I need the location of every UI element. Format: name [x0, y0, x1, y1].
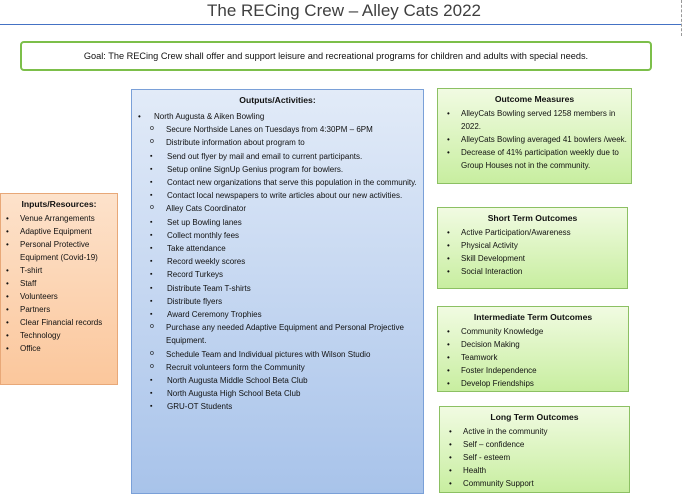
list-item: ▪ Record Turkeys: [132, 268, 423, 281]
list-item: • Partners: [1, 303, 117, 316]
coordinator-item: Alley Cats Coordinator: [166, 204, 247, 214]
list-item: • Self - esteem: [440, 451, 629, 464]
list-item: • Adaptive Equipment: [1, 225, 117, 238]
intermediate-term-heading: Intermediate Term Outcomes: [473, 312, 593, 322]
list-item: ▪ Send out flyer by mail and email to current participants.: [132, 150, 423, 163]
distribute-list: [166, 150, 423, 203]
list-item: • Social Interaction: [438, 265, 627, 278]
list-item: ▪ Contact new organizations that serve this population in the community.: [132, 176, 423, 189]
list-item: • Decision Making: [438, 338, 628, 351]
list-item: o Schedule Team and Individual pictures with Wilson Studio: [132, 348, 423, 361]
list-item: [132, 361, 423, 414]
short-term-list: [438, 226, 627, 278]
list-item: • Self – confidence: [440, 438, 629, 451]
short-term-heading: Short Term Outcomes: [487, 213, 578, 223]
list-item: • AlleyCats Bowling averaged 41 bowlers /week.: [438, 133, 631, 146]
goal-box: [20, 41, 652, 71]
list-item: • Office: [1, 342, 117, 355]
list-item: ▪ GRU-OT Students: [132, 400, 423, 413]
list-item: • Skill Development: [438, 252, 627, 265]
long-term-outcomes-box: [439, 406, 630, 493]
goal-text: Goal: The RECing Crew shall offer and support leisure and recreational programs for children and adults with special needs.: [83, 51, 589, 61]
list-item: • Physical Activity: [438, 239, 627, 252]
list-item: ▪ Take attendance: [132, 242, 423, 255]
list-item: • Teamwork: [438, 351, 628, 364]
outcome-measures-heading: Outcome Measures: [494, 94, 575, 104]
title-underline: [0, 24, 681, 25]
list-item: ▪ North Augusta High School Beta Club: [132, 387, 423, 400]
long-term-list: [440, 425, 629, 490]
list-item: [132, 136, 423, 202]
list-item: • Community Support: [440, 477, 629, 490]
recruit-item: Recruit volunteers form the Community: [166, 362, 305, 372]
list-item: ▪ Record weekly scores: [132, 255, 423, 268]
list-item: • Health: [440, 464, 629, 477]
list-item: • Venue Arrangements: [1, 212, 117, 225]
outputs-sublist: [154, 123, 423, 413]
list-item: • Foster Independence: [438, 364, 628, 377]
list-item: • Active in the community: [440, 425, 629, 438]
outcome-measures-box: [437, 88, 632, 184]
inputs-list: [1, 212, 117, 355]
list-item: ▪ Setup online SignUp Genius program for bowlers.: [132, 163, 423, 176]
list-item: • Community Knowledge: [438, 325, 628, 338]
recruit-list: [166, 374, 423, 414]
inputs-box: [0, 193, 118, 385]
list-item: • Volunteers: [1, 290, 117, 303]
list-item: • T-shirt: [1, 264, 117, 277]
list-item: • Technology: [1, 329, 117, 342]
list-item: • Clear Financial records: [1, 316, 117, 329]
long-term-heading: Long Term Outcomes: [490, 412, 579, 422]
list-item: [132, 202, 423, 321]
list-item: ▪ Award Ceremony Trophies: [132, 308, 423, 321]
list-item: ▪ Set up Bowling lanes: [132, 216, 423, 229]
outcome-measures-list: [438, 107, 631, 172]
list-item: ▪ Contact local newspapers to write articles about our new activities.: [132, 189, 423, 202]
distribute-item: Distribute information about program to: [166, 138, 305, 148]
list-item: • Active Participation/Awareness: [438, 226, 627, 239]
outputs-list: [132, 110, 423, 414]
list-item: • Develop Friendships: [438, 377, 628, 390]
list-item: ▪ Distribute flyers: [132, 295, 423, 308]
list-item: ▪ North Augusta Middle School Beta Club: [132, 374, 423, 387]
list-item: ▪ Distribute Team T-shirts: [132, 282, 423, 295]
list-item: [132, 110, 423, 414]
list-item: • Decrease of 41% participation weekly due to Group Houses not in the community.: [438, 146, 631, 172]
outputs-main-item: North Augusta & Aiken Bowling: [154, 112, 265, 121]
list-item: o Secure Northside Lanes on Tuesdays from 4:30PM – 6PM: [132, 123, 423, 136]
outputs-box: [131, 89, 424, 494]
page-title: The RECing Crew – Alley Cats 2022: [206, 1, 482, 20]
short-term-outcomes-box: [437, 207, 628, 289]
list-item: • AlleyCats Bowling served 1258 members in 2022.: [438, 107, 631, 133]
list-item: ▪ Collect monthly fees: [132, 229, 423, 242]
list-item: • Personal Protective Equipment (Covid-19): [1, 238, 117, 264]
coordinator-list: [166, 216, 423, 322]
outputs-heading: Outputs/Activities:: [239, 95, 316, 105]
list-item: o Purchase any needed Adaptive Equipment and Personal Projective Equipment.: [132, 321, 423, 347]
page-edge-marker: [681, 0, 682, 36]
list-item: • Staff: [1, 277, 117, 290]
intermediate-term-list: [438, 325, 628, 390]
inputs-heading: Inputs/Resources:: [21, 199, 97, 209]
intermediate-term-outcomes-box: [437, 306, 629, 392]
